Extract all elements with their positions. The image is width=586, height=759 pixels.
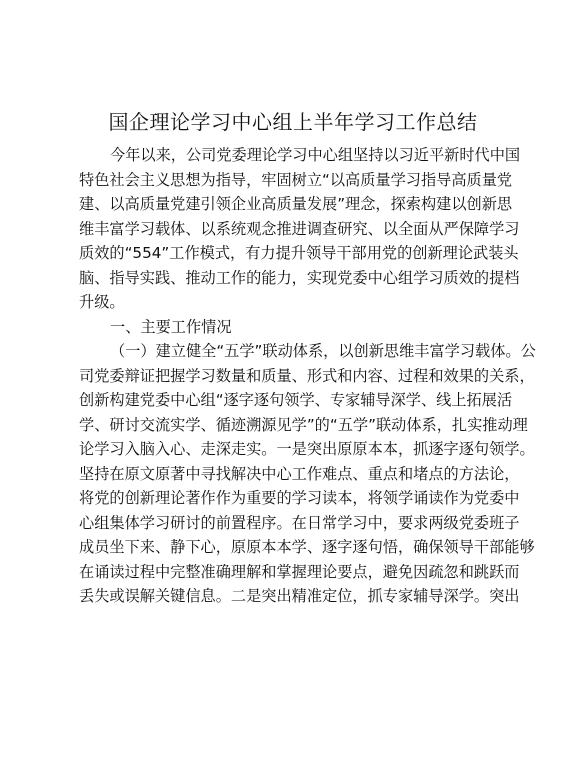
- paragraph-3-line-7: 将党的创新理论著作作为重要的学习读本，将领学诵读作为党委中: [79, 489, 520, 507]
- paragraph-3-line-4: 学、研讨交流实学、循迹溯源见学”的“五学”联动体系，扎实推动理: [79, 415, 528, 434]
- paragraph-1-line-4: 维丰富学习载体、以系统观念推进调查研究、以全面从严保障学习: [79, 219, 520, 238]
- paragraph-1-line-5: 质效的“554”工作模式，有力提升领导干部用党的创新理论武装头: [79, 244, 519, 262]
- paragraph-3-line-10: 在诵读过程中完整准确理解和掌握理论要点，避免因疏忽和跳跃而: [79, 562, 520, 581]
- paragraph-1-line-2: 特色社会主义思想为指导，牢固树立“以高质量学习指导高质量党: [79, 170, 513, 189]
- paragraph-3-line-9: 成员坐下来、静下心，原原本本学、逐字逐句悟，确保领导干部能够: [79, 538, 535, 556]
- paragraph-1-line-3: 建、以高质量党建引领企业高质量发展”理念，探索构建以创新思: [79, 195, 513, 213]
- paragraph-1-line-6: 脑、指导实践、推动工作的能力，实现党委中心组学习质效的提档: [79, 268, 520, 287]
- paragraph-3-line-5: 论学习入脑入心、走深走实。一是突出原原本本，抓逐字逐句领学。: [79, 440, 535, 458]
- paragraph-3-line-3: 创新构建党委中心组“逐字逐句领学、专家辅导深学、线上拓展活: [79, 391, 513, 409]
- document-title: 国企理论学习中心组上半年学习工作总结: [108, 110, 478, 134]
- section-heading: 一、主要工作情况: [110, 317, 232, 336]
- paragraph-3-line-1: （一）建立健全“五学”联动体系，以创新思维丰富学习载体。公: [110, 342, 536, 360]
- paragraph-3-line-11: 丢失或误解关键信息。二是突出精准定位，抓专家辅导深学。突出: [79, 587, 520, 605]
- paragraph-3-line-6: 坚持在原文原著中寻找解决中心工作难点、重点和堵点的方法论，: [79, 464, 520, 483]
- paragraph-1-line-1: 今年以来，公司党委理论学习中心组坚持以习近平新时代中国: [110, 146, 521, 164]
- paragraph-1-line-7: 升级。: [79, 293, 125, 311]
- document-body: [79, 143, 536, 609]
- paragraph-3-line-2: 司党委辩证把握学习数量和质量、形式和内容、过程和效果的关系，: [79, 366, 535, 385]
- paragraph-3-line-8: 心组集体学习研讨的前置程序。在日常学习中，要求两级党委班子: [79, 513, 520, 532]
